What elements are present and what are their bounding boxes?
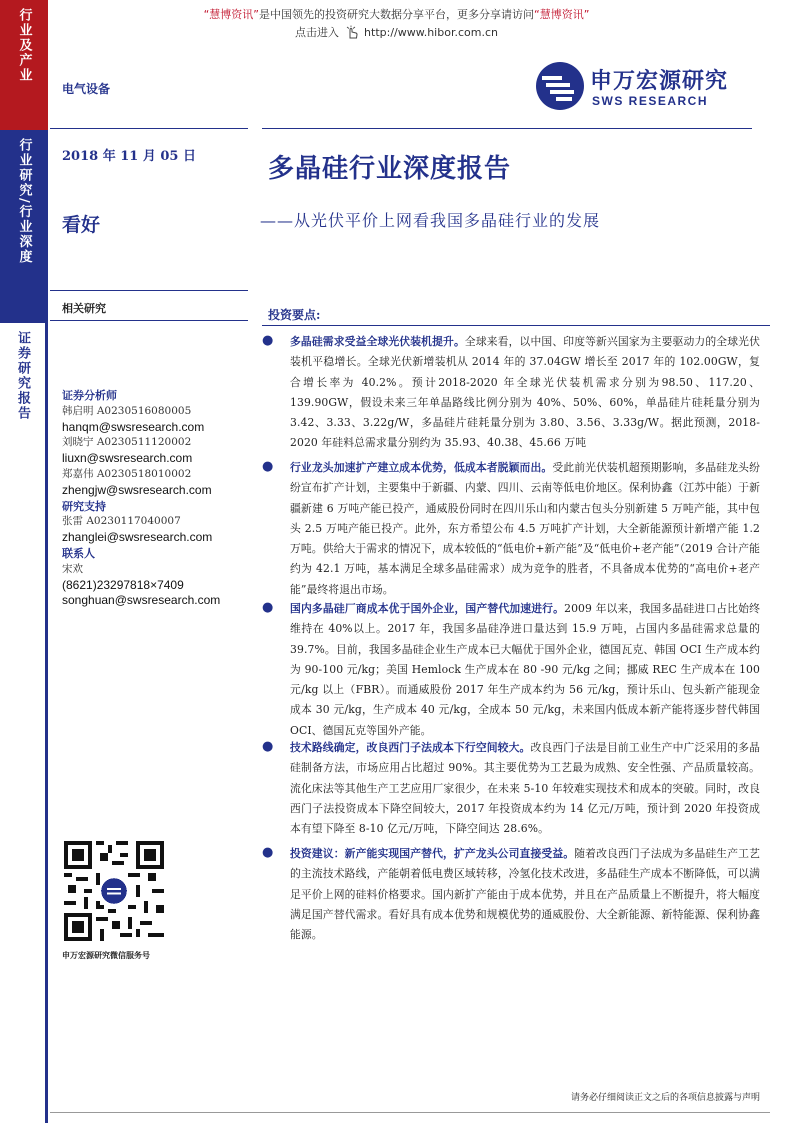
divider [50, 320, 248, 321]
related-research-label: 相关研究 [62, 302, 106, 315]
point-lead: 技术路线确定，改良西门子法成本下行空间较大。 [290, 741, 531, 754]
divider [50, 1112, 770, 1113]
analyst-email[interactable]: zhengjw@swsresearch.com [62, 482, 212, 497]
banner-brand-2: “慧博资讯” [534, 8, 590, 21]
bullet-icon: ● [262, 333, 274, 348]
point-body: 受此前光伏装机超预期影响，多晶硅龙头纷纷宣布扩产计划，主要集中于新疆、内蒙、四川、云南等低电价地区。保利协鑫（江苏中能）于新疆新建 6 万吨产能已投产，通威股份同时在四川乐山和内蒙古包头分别新建 5 万吨产能，其中包头 2.5 万吨产能已投产。此外，东方希望公布 4.5 万吨扩产计划，大全新能源预计新增产能 1.2 万吨。供给大于需求的情况下，成本较低的“低电价+新产能”及“低电价+老产能”（2019 合计产能约为 42.1 万吨，基本满足全球多晶硅需求）成为竞争的胜者，不具备成本优势的“高电价+老产能”最终将退出市场。 [290, 461, 760, 596]
sws-logo-mark-icon [536, 62, 584, 110]
support-name: 张雷 A0230117040007 [62, 515, 181, 528]
wechat-qr-code-icon[interactable] [64, 841, 164, 941]
support-email[interactable]: zhanglei@swsresearch.com [62, 530, 213, 545]
investment-point [290, 332, 760, 454]
investment-point [290, 844, 760, 945]
sws-logo [536, 62, 761, 114]
contact-name: 宋欢 [62, 562, 83, 575]
bullet-icon: ● [262, 739, 274, 754]
report-date: 2018 年 11 月 05 日 [62, 149, 196, 164]
side-tab-report-type-label: 证券研究报告 [15, 331, 30, 421]
logo-chinese-name: 申万宏源研究 [590, 69, 729, 94]
investment-point [290, 738, 760, 839]
banner-brand: “慧博资讯” [203, 8, 259, 21]
sector-label: 电气设备 [62, 82, 111, 96]
banner-url-link[interactable]: http://www.hibor.com.cn [364, 26, 498, 39]
bullet-icon: ● [262, 459, 274, 474]
point-lead: 国内多晶硅厂商成本优于国外企业，国产替代加速进行。 [290, 602, 565, 615]
point-lead: 投资建议：新产能实现国产替代，扩产龙头公司直接受益。 [290, 847, 575, 860]
contacts-block [62, 388, 252, 609]
divider [50, 290, 248, 291]
analyst-email[interactable]: liuxn@swsresearch.com [62, 451, 193, 466]
investment-point [290, 458, 760, 600]
analyst-email[interactable]: hanqm@swsresearch.com [62, 419, 205, 434]
support-header: 研究支持 [62, 499, 106, 513]
banner-line-2[interactable] [0, 24, 793, 40]
contact-header: 联系人 [62, 546, 95, 560]
contact-email[interactable]: songhuan@swsresearch.com [62, 593, 221, 608]
analyst-header: 证券分析师 [62, 389, 117, 402]
banner-line-1 [0, 6, 793, 22]
divider [262, 128, 752, 129]
analyst-name: 郑嘉伟 A0230518010002 [62, 467, 192, 480]
banner-text: 是中国领先的投资研究大数据分享平台，更多分享请访问 [259, 8, 534, 21]
report-subtitle: ——从光伏平价上网看我国多晶硅行业的发展 [260, 211, 601, 230]
contact-phone: (8621)23297818×7409 [62, 577, 184, 592]
divider [262, 325, 770, 326]
analyst-name: 刘晓宁 A0230511120002 [62, 436, 192, 449]
banner-click-label: 点击进入 [295, 26, 340, 39]
point-lead: 多晶硅需求受益全球光伏装机提升。 [290, 335, 465, 348]
pointer-hand-icon [345, 25, 359, 39]
point-lead: 行业龙头加速扩产建立成本优势，低成本者脱颖而出。 [290, 461, 553, 474]
qr-caption: 申万宏源研究微信服务号 [62, 951, 150, 960]
divider [50, 128, 248, 129]
side-tab-research-type-label: 行业研究/行业深度 [16, 138, 32, 265]
side-tab-industry-label: 行业及产业 [16, 8, 32, 83]
side-tab-industry [0, 0, 48, 130]
investment-point [290, 599, 760, 741]
point-body: 2009 年以来，我国多晶硅进口占比始终维持在 40%以上。2017 年，我国多晶硅净进口量达到 15.9 万吨，占国内多晶硅需求总量的 39.7%。目前，我国多晶硅企业生产成本已大幅优于国外企业，德国瓦克、韩国 OCI 生产成本约为 90-100 元/kg；美国 Hemlock 生产成本在 80 -90 元/kg 之间；挪威 REC 生产成本在 100 元/kg 以上（FBR）。而通威股份 2017 年生产成本约为 56 元/kg，预计乐山、包头新产能现金成本 30 元/kg，生产成本 40 元/kg，全成本 50 元/kg，未来国内低成本新产能将逐步替代韩国 OCI、德国瓦克等国外产能。 [290, 602, 760, 737]
bullet-icon: ● [262, 600, 274, 615]
rating-label: 看好 [62, 214, 101, 236]
side-tab-research-type [0, 130, 48, 323]
analyst-name: 韩启明 A0230516080005 [62, 404, 192, 417]
investment-header: 投资要点: [268, 308, 321, 322]
point-body: 全球来看，以中国、印度等新兴国家为主要驱动力的全球光伏装机平稳增长。全球光伏新增装机从 2014 年的 37.04GW 增长至 2017 年的 102.00GW，复合增长率为 40.2%。预计2018-2020 年全球光伏装机需求分别为98.50、117.20、139.90GW，假设未来三年单晶路线比例分别为 40%、50%、60%，单晶硅片硅耗量分别为 3.42、3.33、3.22g/W，多晶硅片硅耗量分别为 3.80、3.56、3.33g/W。据此预测，2018-2020 年硅料总需求量分别约为 35.93、40.38、45.66 万吨 [290, 335, 760, 450]
report-title: 多晶硅行业深度报告 [268, 154, 512, 184]
footer-disclaimer: 请务必仔细阅读正文之后的各项信息披露与声明 [570, 1093, 760, 1103]
bullet-icon: ● [262, 845, 274, 860]
side-tab-report-type [0, 323, 48, 1123]
point-body: 改良西门子法是目前工业生产中广泛采用的多晶硅制备方法，市场应用占比超过 90%。其主要优势为工艺最为成熟、安全性强、产品质量较高。流化床法等其他生产工艺应用厂家很少，在未来 5-10 年较难实现技术和成本的突破。同时，改良西门子法投资成本下降空间较大，2017 年投资成本约为 14 亿元/万吨，预计到 2020 年投资成本有望下降至 8-10 亿元/万吨，下降空间达 28.6%。 [290, 741, 760, 836]
point-body: 随着改良西门子法成为多晶硅生产工艺的主流技术路线，产能朝着低电费区域转移，冷氢化技术改进，多晶硅生产成本不断降低，可以满足平价上网的硅料价格要求。国内新扩产能由于成本优势，并且在产品质量上不断提升，将大幅度满足国产替代需求。看好具有成本优势和规模优势的通威股份、大全新能源、新特能源、保利协鑫能源。 [290, 847, 760, 942]
logo-english-name: SWS RESEARCH [592, 94, 709, 108]
